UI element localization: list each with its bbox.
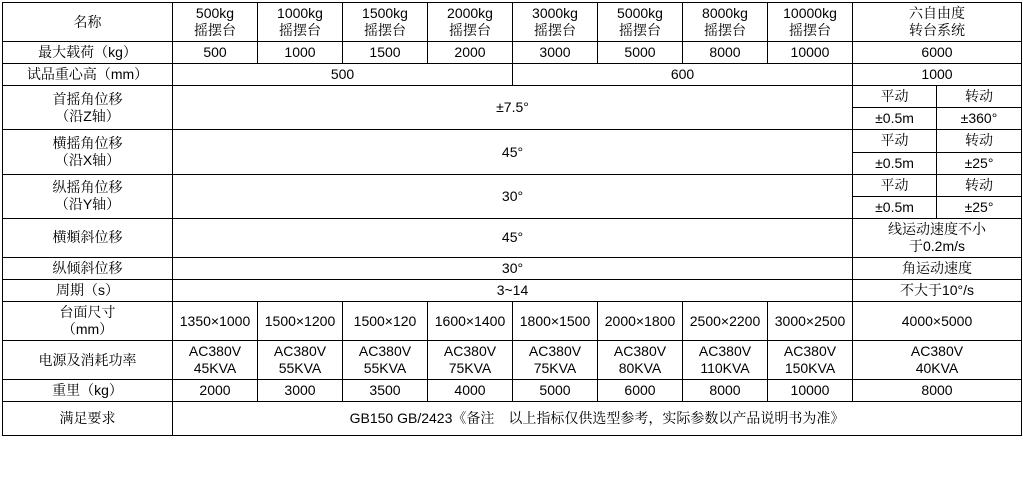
weight-8000kg: 8000 (683, 380, 768, 402)
power-1000kg (258, 341, 343, 380)
power-8000kg-voltage: AC380V (698, 343, 752, 360)
header-col-1000kg-line2: 摇摆台 (279, 22, 321, 39)
table-size-1500kg: 1500×120 (343, 302, 428, 341)
header-col-1500kg-line1: 1500kg (362, 5, 408, 21)
max-load-5000kg: 5000 (598, 42, 683, 64)
header-col-10000kg-line2: 摇摆台 (789, 22, 831, 39)
header-col-1000kg-line1: 1000kg (277, 5, 323, 21)
max-load-1000kg: 1000 (258, 42, 343, 64)
row-label-long-tilt: 纵倾斜位移 (3, 257, 173, 279)
power-10000kg-capacity: 150KVA (784, 360, 836, 377)
table-row-lateral-tilt (3, 218, 1022, 257)
max-load-2000kg: 2000 (428, 42, 513, 64)
table-row-power (3, 341, 1022, 380)
power-500kg-capacity: 45KVA (193, 360, 237, 377)
header-col-500kg-line2: 摇摆台 (194, 22, 236, 39)
table-size-500kg: 1350×1000 (173, 302, 258, 341)
roll-value: 45° (173, 130, 853, 174)
row-label-yaw-line1: 首摇角位移 (52, 90, 123, 107)
row-label-max-load: 最大载荷（kg） (3, 42, 173, 64)
header-col-3000kg-line2: 摇摆台 (534, 22, 576, 39)
row-label-yaw-line2: （沿Z轴） (55, 107, 120, 124)
angular-speed-note-line1: 角运动速度 (853, 257, 1022, 279)
power-10000kg (768, 341, 853, 380)
specification-table (2, 2, 1022, 436)
power-2000kg (428, 341, 513, 380)
power-2000kg-capacity: 75KVA (448, 360, 492, 377)
header-col-1000kg (258, 3, 343, 42)
header-col-1500kg (343, 3, 428, 42)
header-col-six-dof-line2: 转台系统 (909, 22, 965, 39)
header-col-500kg-line1: 500kg (195, 5, 235, 21)
table-header-row (3, 3, 1022, 42)
row-label-period: 周期（s） (3, 280, 173, 302)
row-label-power: 电源及消耗功率 (3, 341, 173, 380)
header-name-cell: 名称 (3, 3, 173, 42)
row-label-table-size-line2: （mm） (61, 321, 114, 338)
power-six-dof (853, 341, 1022, 380)
weight-six-dof: 8000 (853, 380, 1022, 402)
header-col-2000kg-line1: 2000kg (447, 5, 493, 21)
weight-1000kg: 3000 (258, 380, 343, 402)
header-col-8000kg-line1: 8000kg (702, 5, 748, 21)
power-8000kg (683, 341, 768, 380)
power-1500kg-capacity: 55KVA (363, 360, 407, 377)
header-col-3000kg-line1: 3000kg (532, 5, 578, 21)
pitch-value: 30° (173, 174, 853, 218)
table-size-8000kg: 2500×2200 (683, 302, 768, 341)
weight-2000kg: 4000 (428, 380, 513, 402)
table-size-2000kg: 1600×1400 (428, 302, 513, 341)
power-six-dof-voltage: AC380V (910, 343, 964, 360)
pitch-rotation-value: ±25° (937, 196, 1022, 218)
table-size-six-dof: 4000×5000 (853, 302, 1022, 341)
cg-height-six-dof: 1000 (853, 64, 1022, 86)
max-load-8000kg: 8000 (683, 42, 768, 64)
power-5000kg (598, 341, 683, 380)
table-row-table-size (3, 302, 1022, 341)
yaw-sub-head-translation: 平动 (853, 86, 937, 108)
power-3000kg-capacity: 75KVA (533, 360, 577, 377)
weight-1500kg: 3500 (343, 380, 428, 402)
cg-height-group1: 500 (173, 64, 513, 86)
power-500kg (173, 341, 258, 380)
row-label-roll-line1: 横摇角位移 (52, 134, 123, 151)
row-label-pitch-line1: 纵摇角位移 (52, 179, 123, 196)
max-load-six-dof: 6000 (853, 42, 1022, 64)
table-row-weight (3, 380, 1022, 402)
roll-sub-head-translation: 平动 (853, 130, 937, 152)
row-label-roll (3, 130, 173, 174)
table-row-max-load (3, 42, 1022, 64)
header-col-six-dof (853, 3, 1022, 42)
header-col-six-dof-line1: 六自由度 (909, 5, 965, 21)
power-5000kg-voltage: AC380V (613, 343, 667, 360)
table-row-cg-height (3, 64, 1022, 86)
cg-height-group2: 600 (513, 64, 853, 86)
power-1000kg-capacity: 55KVA (278, 360, 322, 377)
table-size-10000kg: 3000×2500 (768, 302, 853, 341)
long-tilt-value: 30° (173, 257, 853, 279)
roll-rotation-value: ±25° (937, 152, 1022, 174)
row-label-table-size (3, 302, 173, 341)
power-1500kg-voltage: AC380V (358, 343, 412, 360)
row-label-pitch (3, 174, 173, 218)
yaw-sub-head-rotation: 转动 (937, 86, 1022, 108)
power-six-dof-capacity: 40KVA (915, 360, 959, 377)
linear-speed-note-line2: 于0.2m/s (908, 237, 965, 254)
pitch-translation-value: ±0.5m (853, 196, 937, 218)
header-col-8000kg-line2: 摇摆台 (704, 22, 746, 39)
angular-speed-note-line2: 不大于10°/s (853, 280, 1022, 302)
power-1500kg (343, 341, 428, 380)
linear-speed-note-line1: 线运动速度不小 (888, 220, 986, 237)
power-5000kg-capacity: 80KVA (618, 360, 662, 377)
table-row-long-tilt (3, 257, 1022, 279)
pitch-sub-head-rotation: 转动 (937, 174, 1022, 196)
row-label-lateral-tilt: 横頫斜位移 (3, 218, 173, 257)
row-label-weight: 重里（kg） (3, 380, 173, 402)
linear-speed-note (853, 218, 1022, 257)
power-500kg-voltage: AC380V (188, 343, 242, 360)
row-label-yaw (3, 86, 173, 130)
table-row-period (3, 280, 1022, 302)
table-row-pitch-head (3, 174, 1022, 196)
table-size-5000kg: 2000×1800 (598, 302, 683, 341)
row-label-table-size-line1: 台面尺寸 (59, 304, 116, 321)
header-col-1500kg-line2: 摇摆台 (364, 22, 406, 39)
weight-500kg: 2000 (173, 380, 258, 402)
header-col-2000kg-line2: 摇摆台 (449, 22, 491, 39)
weight-10000kg: 10000 (768, 380, 853, 402)
lateral-tilt-value: 45° (173, 218, 853, 257)
header-col-3000kg (513, 3, 598, 42)
yaw-rotation-value: ±360° (937, 108, 1022, 130)
power-2000kg-voltage: AC380V (443, 343, 497, 360)
table-row-roll-head (3, 130, 1022, 152)
header-col-5000kg-line2: 摇摆台 (619, 22, 661, 39)
header-col-2000kg (428, 3, 513, 42)
power-3000kg-voltage: AC380V (528, 343, 582, 360)
row-label-cg-height: 试品重心高（mm） (3, 64, 173, 86)
weight-3000kg: 5000 (513, 380, 598, 402)
roll-sub-head-rotation: 转动 (937, 130, 1022, 152)
max-load-3000kg: 3000 (513, 42, 598, 64)
table-size-1000kg: 1500×1200 (258, 302, 343, 341)
power-10000kg-voltage: AC380V (783, 343, 837, 360)
header-col-500kg (173, 3, 258, 42)
max-load-10000kg: 10000 (768, 42, 853, 64)
power-1000kg-voltage: AC380V (273, 343, 327, 360)
period-value: 3~14 (173, 280, 853, 302)
max-load-1500kg: 1500 (343, 42, 428, 64)
requirement-note: GB150 GB/2423《备注 以上指标仅供选型参考，实际参数以产品说明书为准》 (173, 402, 1022, 436)
pitch-sub-head-translation: 平动 (853, 174, 937, 196)
roll-translation-value: ±0.5m (853, 152, 937, 174)
header-col-8000kg (683, 3, 768, 42)
power-3000kg (513, 341, 598, 380)
weight-5000kg: 6000 (598, 380, 683, 402)
max-load-500kg: 500 (173, 42, 258, 64)
header-col-5000kg-line1: 5000kg (617, 5, 663, 21)
row-label-roll-line2: （沿X轴） (54, 152, 121, 169)
power-8000kg-capacity: 110KVA (700, 360, 750, 377)
row-label-requirement: 满足要求 (3, 402, 173, 436)
header-col-5000kg (598, 3, 683, 42)
table-row-yaw-head (3, 86, 1022, 108)
header-col-10000kg (768, 3, 853, 42)
yaw-value: ±7.5° (173, 86, 853, 130)
header-col-10000kg-line1: 10000kg (783, 5, 837, 21)
yaw-translation-value: ±0.5m (853, 108, 937, 130)
row-label-pitch-line2: （沿Y轴） (54, 196, 121, 213)
table-row-requirement (3, 402, 1022, 436)
table-size-3000kg: 1800×1500 (513, 302, 598, 341)
